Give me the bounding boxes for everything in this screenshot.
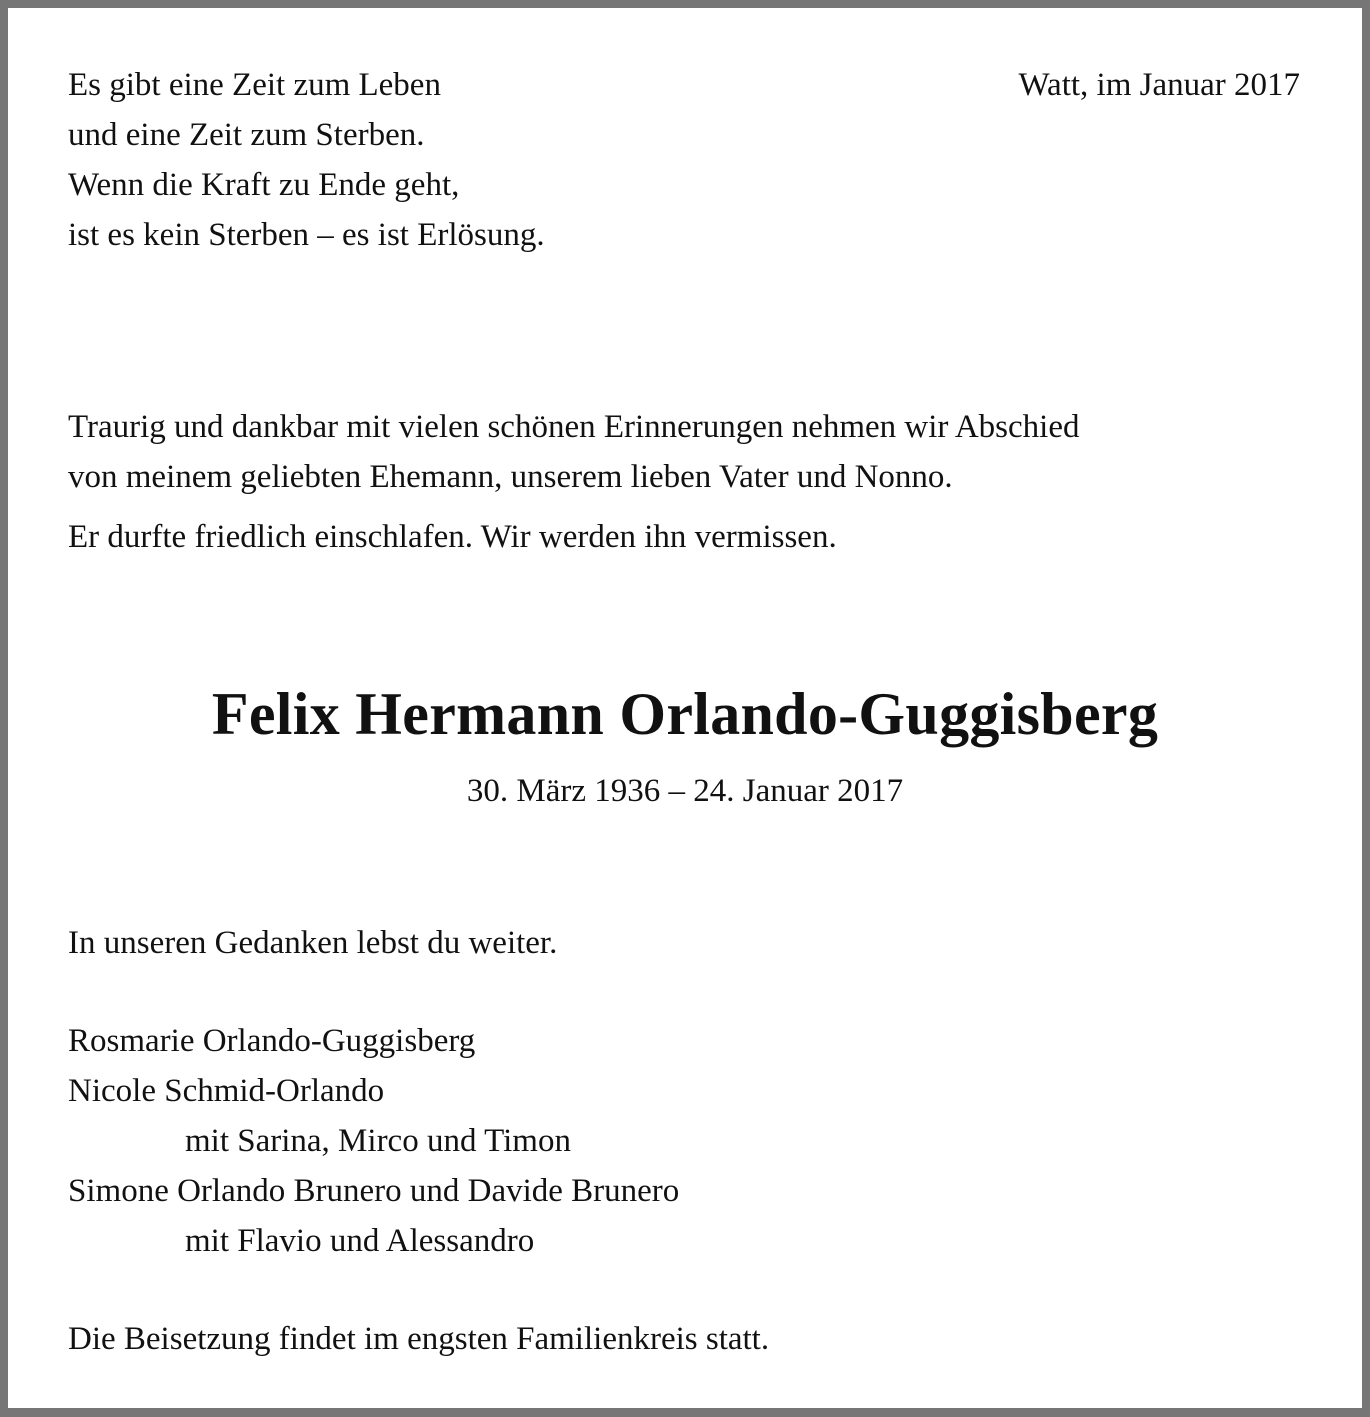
poem-line: Wenn die Kraft zu Ende geht, bbox=[68, 167, 460, 203]
mourner-children: mit Sarina, Mirco und Timon bbox=[185, 1123, 571, 1159]
funeral-note: Die Beisetzung findet im engsten Familienkreis statt. bbox=[68, 1321, 770, 1357]
mourner: Simone Orlando Brunero und Davide Brunero bbox=[68, 1173, 680, 1209]
obituary-notice bbox=[8, 8, 1362, 1408]
intro-text bbox=[68, 402, 1079, 502]
deceased-name: Felix Hermann Orlando-Guggisberg bbox=[211, 681, 1159, 747]
poem-line: und eine Zeit zum Sterben. bbox=[68, 117, 425, 153]
poem-line: ist es kein Sterben – es ist Erlösung. bbox=[68, 217, 545, 253]
poem bbox=[68, 60, 545, 260]
mourner: Nicole Schmid-Orlando bbox=[68, 1073, 385, 1109]
intro-line: von meinem geliebten Ehemann, unserem lieben Vater und Nonno. bbox=[68, 459, 953, 495]
closing-line: In unseren Gedanken lebst du weiter. bbox=[68, 925, 558, 961]
mourner-children: mit Flavio und Alessandro bbox=[185, 1223, 535, 1259]
mourners-list bbox=[68, 1016, 679, 1266]
poem-line: Es gibt eine Zeit zum Leben bbox=[68, 67, 441, 103]
intro-line: Traurig und dankbar mit vielen schönen Erinnerungen nehmen wir Abschied bbox=[68, 409, 1080, 445]
place-date: Watt, im Januar 2017 bbox=[1018, 67, 1300, 103]
life-dates: 30. März 1936 – 24. Januar 2017 bbox=[466, 773, 904, 809]
intro-text-2: Er durfte friedlich einschlafen. Wir werden ihn vermissen. bbox=[68, 519, 837, 555]
mourner: Rosmarie Orlando-Guggisberg bbox=[68, 1023, 476, 1059]
